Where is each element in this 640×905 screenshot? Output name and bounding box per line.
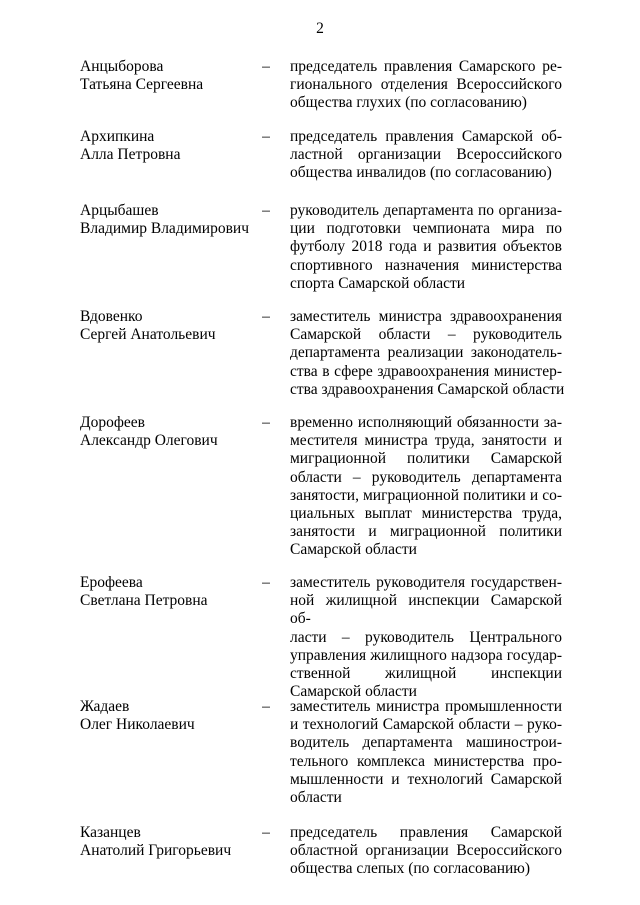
role-line: и технологий Самарской области – руко- <box>290 716 562 734</box>
member-name <box>80 414 265 450</box>
member-name <box>80 308 265 344</box>
role-line: водитель департамента машинострои- <box>290 734 562 752</box>
member-given-name: Александр Олегович <box>80 432 218 450</box>
role-line: Самарской области <box>290 683 417 701</box>
role-line: председатель правления Самарского ре- <box>290 58 562 75</box>
dash-separator: – <box>262 308 270 325</box>
role-line: общества инвалидов (по согласованию) <box>290 164 552 182</box>
role-line: миграционной политики Самарской <box>290 450 562 468</box>
role-line: Самарской области <box>290 541 417 559</box>
dash-separator: – <box>262 824 270 841</box>
role-line: ластной организации Всероссийского <box>290 146 562 164</box>
member-name <box>80 698 265 734</box>
member-name <box>80 128 265 164</box>
member-role <box>290 202 562 293</box>
member-role <box>290 698 562 807</box>
member-surname: Анцыборова <box>80 58 164 75</box>
role-line: ласти – руководитель Центрального <box>290 628 562 646</box>
member-name <box>80 58 265 94</box>
member-role <box>290 824 562 879</box>
role-line: ной жилищной инспекции Самарской об- <box>290 592 562 628</box>
page-number: 2 <box>316 20 324 37</box>
role-line: мышленности и технологий Самарской <box>290 770 562 788</box>
role-line: ции подготовки чемпионата мира по <box>290 220 562 238</box>
dash-separator: – <box>262 128 270 145</box>
role-line: гионального отделения Всероссийского <box>290 76 562 94</box>
dash-separator: – <box>262 414 270 431</box>
dash-separator: – <box>262 698 270 715</box>
dash-separator: – <box>262 202 270 219</box>
role-line: местителя министра труда, занятости и <box>290 432 562 450</box>
role-line: Самарской области – руководитель <box>290 326 562 344</box>
role-line: области <box>290 789 342 807</box>
member-surname: Ерофеева <box>80 574 143 591</box>
member-surname: Вдовенко <box>80 308 143 325</box>
role-line: ства здравоохранения Самарской области <box>290 380 565 398</box>
role-line: заместитель министра промышленности <box>290 698 562 715</box>
role-line: спортивного назначения министерства <box>290 256 562 274</box>
role-line: циальных выплат министерства труда, <box>290 505 562 523</box>
role-line: ства в сфере здравоохранения министер- <box>290 362 562 380</box>
role-line: заместитель министра здравоохранения <box>290 308 562 325</box>
role-line: ственной жилищной инспекции <box>290 665 562 683</box>
member-name <box>80 202 265 238</box>
member-surname: Жадаев <box>80 698 130 715</box>
role-line: областной организации Всероссийского <box>290 842 562 860</box>
role-line: занятости, миграционной политики и со- <box>290 486 562 504</box>
role-line: общества слепых (по согласованию) <box>290 860 531 878</box>
member-role <box>290 414 562 560</box>
member-given-name: Сергей Анатольевич <box>80 326 216 344</box>
dash-separator: – <box>262 574 270 591</box>
member-surname: Дорофеев <box>80 414 145 431</box>
member-role <box>290 128 562 183</box>
member-role <box>290 574 562 701</box>
member-surname: Архипкина <box>80 128 155 145</box>
member-given-name: Владимир Владимирович <box>80 220 250 238</box>
member-given-name: Татьяна Сергеевна <box>80 76 204 94</box>
role-line: тельного комплекса министерства про- <box>290 752 562 770</box>
role-line: руководитель департамента по организа- <box>290 202 562 219</box>
role-line: председатель правления Самарской об- <box>290 128 562 145</box>
member-given-name: Алла Петровна <box>80 146 181 164</box>
role-line: спорта Самарской области <box>290 274 466 292</box>
role-line: заместитель руководителя государствен- <box>290 574 562 591</box>
member-surname: Казанцев <box>80 824 141 841</box>
role-line: управления жилищного надзора государ- <box>290 646 562 664</box>
role-line: председатель правления Самарской <box>290 824 562 841</box>
role-line: временно исполняющий обязанности за- <box>290 414 562 431</box>
role-line: общества глухих (по согласованию) <box>290 94 527 112</box>
role-line: занятости и миграционной политики <box>290 523 562 541</box>
member-name <box>80 574 265 610</box>
dash-separator: – <box>262 58 270 75</box>
member-given-name: Светлана Петровна <box>80 592 208 610</box>
member-role <box>290 58 562 113</box>
member-given-name: Олег Николаевич <box>80 716 195 734</box>
member-given-name: Анатолий Григорьевич <box>80 842 232 860</box>
role-line: области – руководитель департамента <box>290 468 562 486</box>
member-name <box>80 824 265 860</box>
role-line: футболу 2018 года и развития объектов <box>290 238 562 256</box>
role-line: департамента реализации законодатель- <box>290 344 562 362</box>
member-role <box>290 308 565 399</box>
member-surname: Арцыбашев <box>80 202 159 219</box>
